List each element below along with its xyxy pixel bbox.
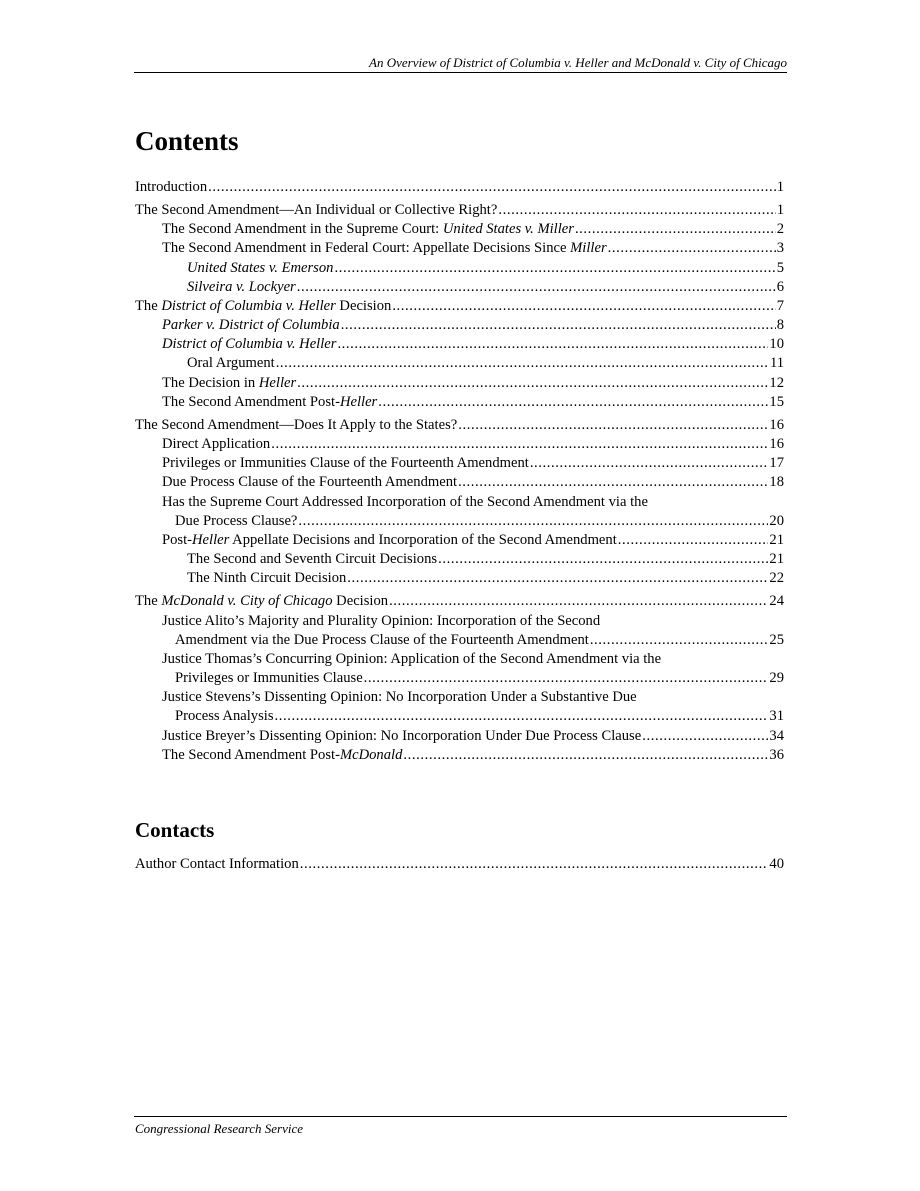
running-header: An Overview of District of Columbia v. Heller and McDonald v. City of Chicago (369, 55, 787, 70)
toc-page-number: 21 (769, 551, 784, 568)
toc-entry-due-process[interactable] (135, 473, 784, 492)
toc-entry-appellate-since-miller[interactable] (135, 239, 784, 258)
toc-page-number: 2 (776, 221, 784, 238)
toc-entry-individual-or-collective[interactable] (135, 201, 784, 220)
toc-entry-title (162, 239, 607, 258)
toc-entry-title (135, 297, 391, 316)
toc-title-text: The Second Amendment in the Supreme Court: (162, 221, 443, 238)
dot-leader (458, 416, 768, 435)
toc-page-number: 1 (776, 179, 784, 195)
toc-page-number: 24 (769, 593, 784, 610)
toc-entry-title: Privileges or Immunities Clause (175, 670, 363, 687)
dot-leader (498, 201, 775, 220)
dot-leader (341, 316, 776, 335)
toc-page-number: 8 (776, 317, 784, 334)
toc-page-number: 10 (769, 336, 784, 353)
dot-leader (378, 393, 768, 412)
dot-leader (275, 707, 769, 726)
toc-entry-direct-application[interactable] (135, 435, 784, 454)
toc-entry-emerson[interactable] (135, 259, 784, 278)
toc-title-text: Post- (162, 531, 193, 548)
toc-entry-title: Due Process Clause of the Fourteenth Amendment (162, 474, 458, 491)
dot-leader (438, 550, 768, 569)
dot-leader (208, 178, 776, 197)
toc-title-case-name: McDonald v. City of Chicago (161, 593, 333, 610)
toc-entry-mcdonald-decision[interactable] (135, 592, 784, 611)
dot-leader (297, 374, 768, 393)
dot-leader (642, 727, 768, 746)
toc-title-case-name: Heller (258, 374, 297, 391)
dot-leader (276, 354, 769, 373)
toc-entry-stevens-opinion[interactable] (135, 707, 784, 726)
toc-page-number: 17 (769, 455, 784, 472)
toc-entry-post-mcdonald[interactable] (135, 746, 784, 765)
toc-title-text: The Second Amendment Post- (162, 746, 340, 763)
toc-page-number: 21 (769, 531, 784, 548)
toc-title-case-name: McDonald (339, 746, 403, 763)
toc-entry-title: Direct Application (162, 436, 271, 453)
toc-title-case-name: Silveira v. Lockyer (187, 278, 296, 295)
toc-entry-post-heller-appellate[interactable] (135, 531, 784, 550)
dot-leader (334, 259, 775, 278)
toc-page-number: 3 (776, 240, 784, 257)
header-rule (134, 72, 787, 73)
toc-entry-parker[interactable] (135, 316, 784, 335)
toc-entry-author-contact[interactable] (135, 855, 784, 874)
toc-title-text: Appellate Decisions and Incorporation of the Second Amendment (229, 531, 617, 548)
toc-entry-title: Due Process Clause? (175, 512, 298, 529)
toc-page-number: 29 (769, 670, 784, 687)
toc-page-number: 18 (769, 474, 784, 491)
toc-entry-introduction[interactable] (135, 178, 784, 197)
toc-page-number: 6 (776, 278, 784, 295)
toc-entry-title (162, 393, 377, 412)
dot-leader (337, 335, 768, 354)
toc-entry-privileges-immunities[interactable] (135, 454, 784, 473)
toc-entry-first-line: Justice Alito’s Majority and Plurality Opinion: Incorporation of the Second (162, 612, 601, 629)
toc-title-text: The (135, 297, 162, 314)
dot-leader (458, 473, 768, 492)
toc-page-number: 40 (769, 856, 784, 872)
toc-entry-decision-in-heller[interactable] (135, 374, 784, 393)
table-of-contents (135, 178, 784, 765)
toc-entry-title (162, 335, 336, 354)
dot-leader (403, 746, 768, 765)
toc-title-text: The Second Amendment Post- (162, 393, 340, 410)
toc-entry-title: Privileges or Immunities Clause of the Fourteenth Amendment (162, 455, 529, 472)
toc-page-number: 12 (769, 374, 784, 391)
dot-leader (590, 631, 769, 650)
dot-leader (271, 435, 768, 454)
toc-entry-title: Process Analysis (175, 708, 274, 725)
toc-page-number: 20 (769, 512, 784, 529)
toc-entry-first-line: Justice Stevens’s Dissenting Opinion: No Incorporation Under a Substantive Due (162, 689, 637, 706)
toc-title-case-name: Heller (339, 393, 378, 410)
toc-entry-silveira[interactable] (135, 278, 784, 297)
contacts-list (135, 855, 784, 874)
toc-page-number: 36 (769, 746, 784, 763)
toc-entry-apply-to-states[interactable] (135, 416, 784, 435)
dot-leader (347, 569, 768, 588)
toc-title-text: The (135, 593, 162, 610)
toc-title-case-name: Parker v. District of Columbia (162, 317, 340, 334)
toc-entry-second-seventh-circuit[interactable] (135, 550, 784, 569)
toc-title-case-name: District of Columbia v. Heller (162, 336, 337, 353)
toc-entry-breyer-opinion[interactable] (135, 727, 784, 746)
toc-entry-thomas-opinion[interactable] (135, 669, 784, 688)
toc-entry-title (162, 220, 574, 239)
toc-page-number: 25 (769, 631, 784, 648)
footer-text: Congressional Research Service (135, 1121, 303, 1136)
toc-page-number: 1 (776, 201, 784, 218)
toc-page-number: 11 (769, 355, 784, 372)
toc-entry-title: Justice Breyer’s Dissenting Opinion: No Incorporation Under Due Process Clause (162, 727, 642, 744)
toc-title-text: The Decision in (162, 374, 259, 391)
toc-entry-title (162, 374, 296, 393)
toc-entry-title: The Second and Seventh Circuit Decisions (187, 551, 438, 568)
toc-entry-title (187, 259, 333, 278)
toc-title-case-name: Heller (192, 531, 230, 548)
toc-entry-first-line: Justice Thomas’s Concurring Opinion: Application of the Second Amendment via the (162, 650, 662, 667)
dot-leader (575, 220, 776, 239)
dot-leader (364, 669, 769, 688)
toc-entry-title: The Second Amendment—Does It Apply to the States? (135, 416, 458, 433)
toc-page-number: 15 (769, 393, 784, 410)
toc-entry-title (135, 592, 388, 611)
toc-entry-dc-v-heller[interactable] (135, 335, 784, 354)
contacts-title: Contacts (135, 818, 215, 842)
toc-entry-title (162, 746, 402, 765)
dot-leader (618, 531, 769, 550)
toc-entry-title (162, 531, 617, 550)
dot-leader (298, 512, 768, 531)
toc-entry-oral-argument[interactable] (135, 354, 784, 373)
toc-entry-title: Amendment via the Due Process Clause of the Fourteenth Amendment (175, 631, 589, 648)
contents-title: Contents (135, 126, 239, 156)
toc-entry-title (162, 316, 340, 335)
toc-page-number: 31 (769, 708, 784, 725)
toc-entry-first-line: Has the Supreme Court Addressed Incorporation of the Second Amendment via the (162, 493, 648, 510)
toc-entry-supreme-court-incorporation[interactable] (135, 512, 784, 531)
dot-leader (300, 855, 769, 874)
toc-entry-alito-opinion[interactable] (135, 631, 784, 650)
toc-title-case-name: United States v. Emerson (187, 259, 334, 276)
dot-leader (530, 454, 769, 473)
toc-page-number: 16 (769, 416, 784, 433)
toc-title-text: Decision (335, 297, 392, 314)
toc-title-text: The Second Amendment in Federal Court: Appellate Decisions Since (162, 240, 571, 257)
toc-page-number: 22 (769, 570, 784, 587)
toc-entry-supreme-court-miller[interactable] (135, 220, 784, 239)
toc-entry-title: The Second Amendment—An Individual or Collective Right? (135, 201, 498, 218)
toc-title-case-name: United States v. Miller (442, 221, 574, 238)
toc-title-text: Decision (332, 593, 389, 610)
dot-leader (392, 297, 775, 316)
toc-page-number: 16 (769, 436, 784, 453)
toc-page-number: 34 (769, 727, 784, 744)
dot-leader (297, 278, 776, 297)
toc-title-case-name: Miller (570, 240, 607, 257)
toc-entry-heller-decision[interactable] (135, 297, 784, 316)
footer-rule (134, 1116, 787, 1117)
toc-entry-post-heller[interactable] (135, 393, 784, 412)
toc-page-number: 7 (776, 297, 784, 314)
dot-leader (389, 592, 768, 611)
toc-title-case-name: District of Columbia v. Heller (161, 297, 336, 314)
toc-entry-title: Introduction (135, 179, 208, 195)
toc-entry-title (187, 278, 296, 297)
toc-entry-title: Author Contact Information (135, 856, 299, 872)
dot-leader (608, 239, 776, 258)
toc-page-number: 5 (776, 259, 784, 276)
toc-entry-title: Oral Argument (187, 355, 275, 372)
toc-entry-ninth-circuit[interactable] (135, 569, 784, 588)
toc-entry-title: The Ninth Circuit Decision (187, 570, 347, 587)
